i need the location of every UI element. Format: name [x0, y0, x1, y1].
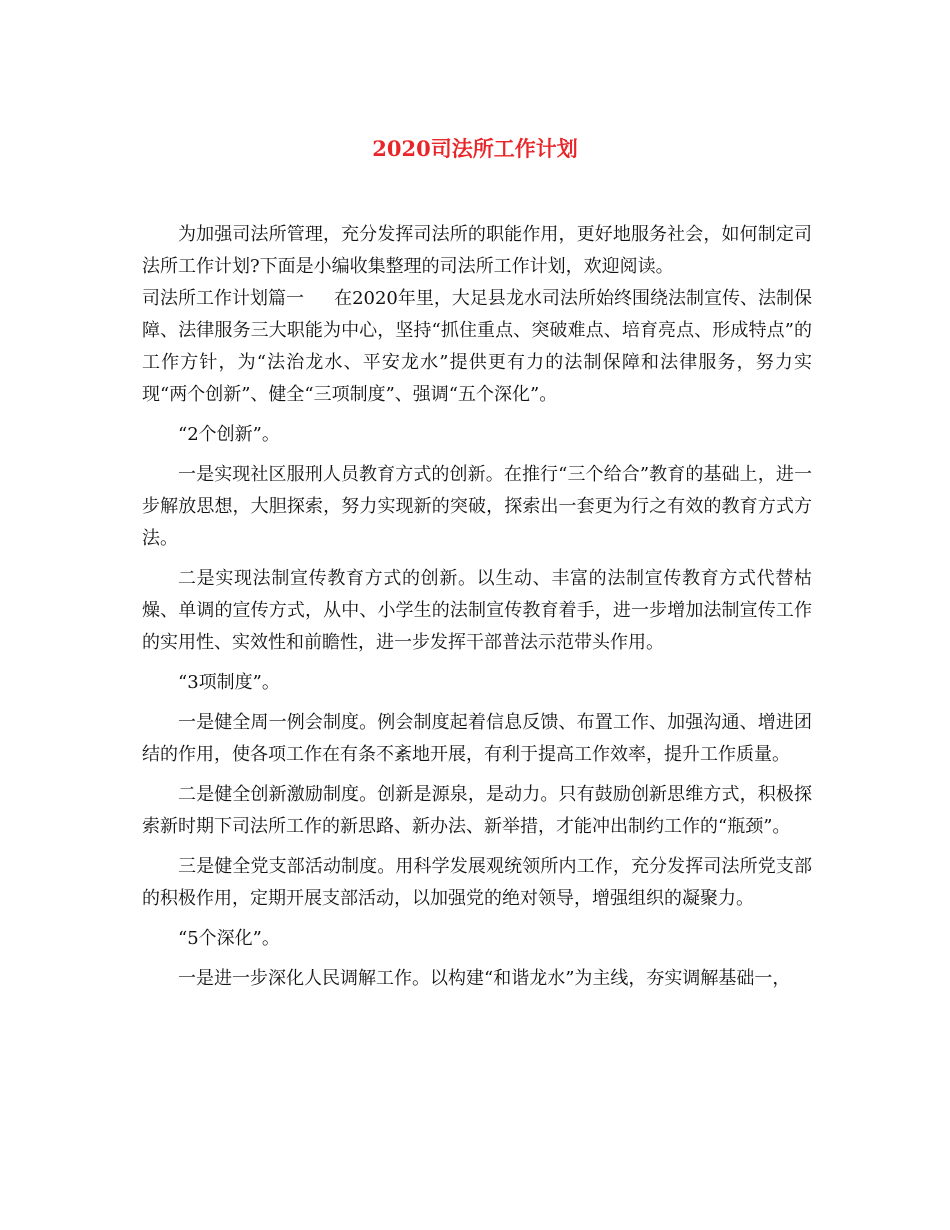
- intro-paragraph: 为加强司法所管理，充分发挥司法所的职能作用，更好地服务社会，如何制定司法所工作计划?下面是小编收集整理的司法所工作计划，欢迎阅读。: [142, 224, 812, 277]
- paragraph: “3项制度”。: [178, 672, 280, 693]
- section-paragraph: [142, 283, 812, 411]
- section-label: 司法所工作计划篇一: [142, 288, 305, 309]
- paragraph: 一是实现社区服刑人员教育方式的创新。在推行“三个给合”教育的基础上，进一步解放思想，大胆探索，努力实现新的突破，探索出一套更为行之有效的教育方式方法。: [142, 464, 812, 549]
- paragraph: 三是健全党支部活动制度。用科学发展观统领所内工作，充分发挥司法所党支部的积极作用，定期开展支部活动，以加强党的绝对领导，增强组织的凝聚力。: [142, 856, 812, 909]
- paragraph: “5个深化”。: [178, 928, 280, 949]
- document-body: [142, 219, 812, 995]
- paragraph: 一是健全周一例会制度。例会制度起着信息反馈、布置工作、加强沟通、增进团结的作用，使各项工作在有条不紊地开展，有利于提高工作效率，提升工作质量。: [142, 712, 812, 765]
- document-title: 2020司法所工作计划: [372, 136, 578, 161]
- paragraph: 二是健全创新激励制度。创新是源泉，是动力。只有鼓励创新思维方式，积极探索新时期下司法所工作的新思路、新办法、新举措，才能冲出制约工作的“瓶颈”。: [142, 784, 812, 837]
- paragraph: 一是进一步深化人民调解工作。以构建“和谐龙水”为主线，夯实调解基础一，: [178, 968, 791, 989]
- paragraph: 二是实现法制宣传教育方式的创新。以生动、丰富的法制宣传教育方式代替枯燥、单调的宣传方式，从中、小学生的法制宣传教育着手，进一步增加法制宣传工作的实用性、实效性和前瞻性，进一步发挥干部普法示范带头作用。: [142, 568, 812, 653]
- section-text: 在2020年里，大足县龙水司法所始终围绕法制宣传、法制保障、法律服务三大职能为中心，坚持“抓住重点、突破难点、培育亮点、形成特点”的工作方针，为“法治龙水、平安龙水”提供更有力的法制保障和法律服务，努力实现“两个创新”、健全“三项制度”、强调“五个深化”。: [142, 288, 813, 405]
- paragraph: “2个创新”。: [178, 424, 280, 445]
